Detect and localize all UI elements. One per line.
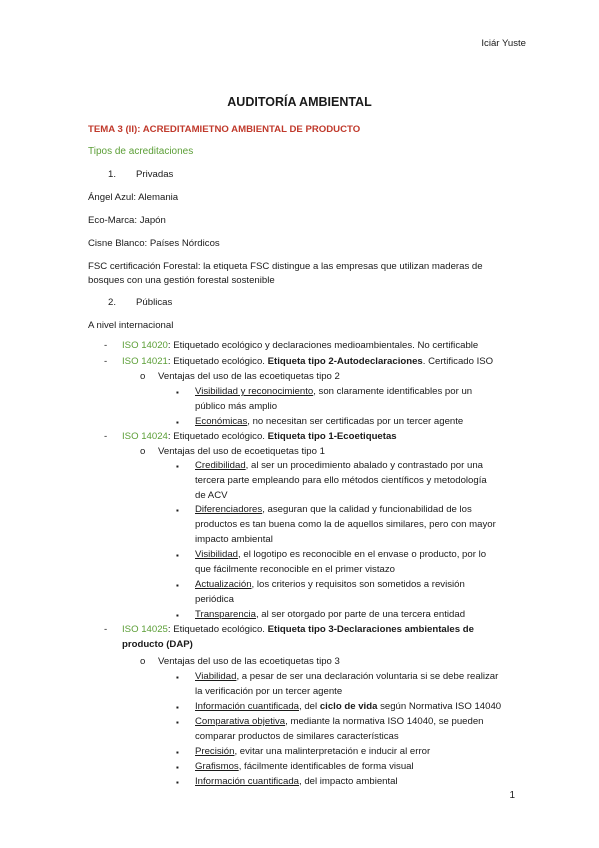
privadas-item: Eco-Marca: Japón (88, 215, 166, 226)
circle-bullet: o (140, 446, 146, 457)
privadas-item: Ángel Azul: Alemania (88, 192, 179, 203)
ventaja-item: Visibilidad, el logotipo es reconocible en el envase o producto, por lo (195, 549, 487, 560)
iso14025-continuation: producto (DAP) (122, 639, 193, 650)
square-bullet-icon: ▪ (176, 462, 179, 471)
iso14020-item: ISO 14020: Etiquetado ecológico y declaraciones medioambientales. No certificable (122, 340, 479, 351)
nivel-internacional: A nivel internacional (88, 320, 174, 331)
square-bullet-icon: ▪ (176, 718, 179, 727)
ventaja-continuation: comparar productos de similares características (195, 731, 399, 742)
section-label-privadas: Privadas (136, 169, 174, 180)
ventaja-item: Información cuantificada, del impacto ambiental (195, 776, 398, 787)
square-bullet-icon: ▪ (176, 418, 179, 427)
section-subtitle: Tipos de acreditaciones (88, 146, 194, 157)
ventaja-item: Precisión, evitar una malinterpretación e inducir al error (195, 746, 431, 757)
iso-code: ISO 14024 (122, 431, 168, 442)
section-label-publicas: Públicas (136, 297, 173, 308)
ventajas-heading: Ventajas del uso de ecoetiquetas tipo 1 (158, 446, 325, 457)
ventaja-continuation: tercera parte empleando para ello métodos científicos y metodología (195, 475, 487, 486)
ventaja-item: Grafismos, fácilmente identificables de forma visual (195, 761, 414, 772)
ventaja-continuation: público más amplio (195, 401, 278, 412)
iso14024-item: ISO 14024: Etiquetado ecológico. Etiqueta tipo 1-Ecoetiquetas (122, 431, 397, 442)
ventaja-item: Credibilidad, al ser un procedimiento abalado y contrastado por una (195, 460, 484, 471)
square-bullet-icon: ▪ (176, 673, 179, 682)
ventaja-continuation: impacto ambiental (195, 534, 273, 545)
square-bullet-icon: ▪ (176, 778, 179, 787)
iso-code: ISO 14021 (122, 356, 168, 367)
ventaja-item: Económicas, no necesitan ser certificadas por un tercer agente (195, 416, 464, 427)
ventaja-item: Información cuantificada, del ciclo de vida según Normativa ISO 14040 (195, 701, 502, 712)
square-bullet-icon: ▪ (176, 551, 179, 560)
dash-bullet: - (104, 431, 108, 442)
square-bullet-icon: ▪ (176, 763, 179, 772)
ventaja-item: Actualización, los criterios y requisitos son sometidos a revisión (195, 579, 465, 590)
topic-heading: TEMA 3 (II): ACREDITAMIETNO AMBIENTAL DE PRODUCTO (88, 124, 361, 135)
ventaja-item: Comparativa objetiva, mediante la normativa ISO 14040, se pueden (195, 716, 484, 727)
circle-bullet: o (140, 371, 146, 382)
ventaja-item: Diferenciadores, aseguran que la calidad y funcionabilidad de los (195, 504, 472, 515)
iso14021-item: ISO 14021: Etiquetado ecológico. Etiqueta tipo 2-Autodeclaraciones. Certificado ISO (122, 356, 494, 367)
ventaja-continuation: de ACV (195, 490, 228, 501)
square-bullet-icon: ▪ (176, 506, 179, 515)
ventaja-item: Transparencia, al ser otorgado por parte de una tercera entidad (195, 609, 466, 620)
dash-bullet: - (104, 340, 108, 351)
square-bullet-icon: ▪ (176, 703, 179, 712)
iso-code: ISO 14025 (122, 624, 168, 635)
ventaja-item: Viabilidad, a pesar de ser una declaración voluntaria si se debe realizar (195, 671, 499, 682)
dash-bullet: - (104, 624, 108, 635)
square-bullet-icon: ▪ (176, 388, 179, 397)
document-title: AUDITORÍA AMBIENTAL (227, 95, 372, 109)
iso-code: ISO 14020 (122, 340, 168, 351)
page-number: 1 (509, 790, 515, 801)
list-number: 1. (108, 169, 117, 180)
ventaja-item: Visibilidad y reconocimiento, son claramente identificables por un (195, 386, 473, 397)
ventaja-continuation: que fácilmente reconocible en el primer vistazo (195, 564, 395, 575)
ventaja-continuation: productos es tan buena como la de aquellos similares, pero con mayor (195, 519, 496, 530)
ventajas-heading: Ventajas del uso de las ecoetiquetas tipo 3 (158, 656, 340, 667)
ventaja-continuation: periódica (195, 594, 234, 605)
list-number: 2. (108, 297, 117, 308)
square-bullet-icon: ▪ (176, 611, 179, 620)
circle-bullet: o (140, 656, 146, 667)
author-header: Iciár Yuste (481, 38, 526, 49)
fsc-paragraph-line: bosques con una gestión forestal sostenible (88, 275, 275, 286)
iso14025-item: ISO 14025: Etiquetado ecológico. Etiqueta tipo 3-Declaraciones ambientales de (122, 624, 474, 635)
fsc-paragraph-line: FSC certificación Forestal: la etiqueta FSC distingue a las empresas que utilizan maderas de (88, 261, 483, 272)
ventajas-heading: Ventajas del uso de las ecoetiquetas tipo 2 (158, 371, 340, 382)
square-bullet-icon: ▪ (176, 748, 179, 757)
privadas-item: Cisne Blanco: Países Nórdicos (88, 238, 220, 249)
dash-bullet: - (104, 356, 108, 367)
ventaja-continuation: la verificación por un tercer agente (195, 686, 343, 697)
square-bullet-icon: ▪ (176, 581, 179, 590)
